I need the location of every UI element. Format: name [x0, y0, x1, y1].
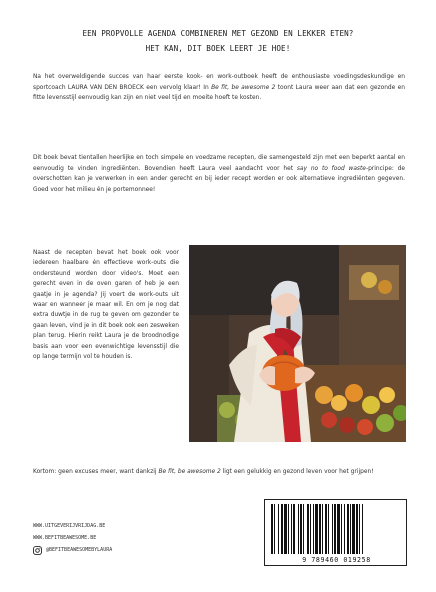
- instagram-icon: [33, 546, 42, 555]
- instagram-handle: @BEFITBEAWESOMEBYLAURA: [46, 547, 113, 553]
- barcode-bar: [341, 504, 342, 554]
- barcode-bar: [328, 504, 329, 554]
- barcode-bar: [284, 504, 287, 554]
- barcode-bar: [315, 504, 318, 554]
- intro-text-a: Na het overweldigende succes van haar eerste kook- en work-outboek heeft de enthousiaste voedingsdeskundige en sportcoach LAURA VAN DEN BROECK een vervolg klaar! In: [33, 74, 405, 91]
- isbn-barcode: [264, 499, 407, 566]
- barcode-bar: [325, 504, 327, 554]
- barcode-bar: [356, 504, 358, 554]
- conclusion-text-b: ligt een gelukkig en gezond leven voor het grijpen!: [220, 469, 374, 475]
- barcode-bar: [313, 504, 314, 554]
- barcode-bar: [271, 504, 273, 554]
- barcode-bar: [288, 504, 289, 554]
- barcode-bar: [344, 504, 345, 554]
- barcode-bars: [269, 504, 404, 554]
- recipes-text-a: Dit boek bevat tientallen heerlijke en toch simpele en voedzame recepten, die samengesteld zijn met een beperkt aantal en eenvoudig te vinden ingrediënten. Bovendien heeft Laura veel aandacht voor het: [33, 155, 405, 172]
- barcode-bar: [281, 504, 283, 554]
- conclusion-book-title: Be fit, be awesome 2: [158, 469, 221, 475]
- intro-paragraph: [33, 72, 405, 104]
- intro-text-b: toont Laura weer aan dat een gezonde en fitte levensstijl eenvoudig kan zijn en niet veel tijd en moeite hoeft te kosten.: [33, 84, 405, 102]
- conclusion-paragraph: [33, 467, 405, 478]
- barcode-bar: [322, 504, 323, 554]
- barcode-bar: [334, 504, 336, 554]
- barcode-bar: [303, 504, 304, 554]
- recipes-text-b: -principe: de overschotten kan je verwerken in een ander gerecht en bij ieder recept worden er ook alternatieve ingrediënten gegeven. Goed voor het milieu én je portemonnee!: [33, 165, 405, 193]
- barcode-bar: [350, 504, 351, 554]
- barcode-bar: [362, 504, 363, 554]
- barcode-bar: [332, 504, 333, 554]
- barcode-bar: [359, 504, 360, 554]
- headline: [20, 26, 416, 56]
- recipes-paragraph: [33, 153, 405, 195]
- headline-line-2: HET KAN, DIT BOEK LEERT JE HOE!: [145, 44, 291, 53]
- food-waste-principle: say no to food waste: [296, 165, 366, 172]
- barcode-bar: [278, 504, 279, 554]
- barcode-bar: [337, 504, 340, 554]
- barcode-bar: [310, 504, 311, 554]
- barcode-bar: [347, 504, 349, 554]
- barcode-bar: [291, 504, 292, 554]
- barcode-bar: [319, 504, 321, 554]
- barcode-bar: [293, 504, 295, 554]
- isbn-number: 9 789460 019258: [302, 556, 371, 564]
- barcode-bar: [298, 504, 299, 554]
- headline-line-1: EEN PROPVOLLE AGENDA COMBINEREN MET GEZOND EN LEKKER ETEN?: [82, 29, 354, 38]
- author-photo-illustration: [189, 245, 406, 442]
- barcode-bar: [307, 504, 309, 554]
- workouts-paragraph: Naast de recepten bevat het boek ook voor iedereen haalbare én effectieve work-outs die ondersteund worden door video's. Moet een gerecht even in de oven garen of heb je een gaatje in je agenda? Jij voert de work-outs uit waar en wanneer je maar wil. En om je nog dat extra duwtje in de rug te geven om gezonder te gaan leven, vind je in dit boek ook een zesweken plan terug. Hierin reikt Laura je de broodnodige basis aan voor een evenwichtige levensstijl die op lange termijn vol te houden is.: [33, 250, 179, 361]
- publisher-link[interactable]: WWW.UITGEVERIJVRIJDAG.BE: [33, 523, 106, 529]
- barcode-bar: [352, 504, 355, 554]
- book-title: Be fit, be awesome 2: [211, 84, 276, 91]
- barcode-bar: [300, 504, 302, 554]
- contact-links: [33, 520, 112, 556]
- conclusion-text-a: Kortom: geen excuses meer, want dankzij: [33, 469, 159, 475]
- author-photo: [189, 245, 406, 442]
- barcode-bar: [274, 504, 275, 554]
- website-link[interactable]: WWW.BEFITBEAWESOME.BE: [33, 535, 97, 541]
- instagram-link[interactable]: [33, 544, 112, 556]
